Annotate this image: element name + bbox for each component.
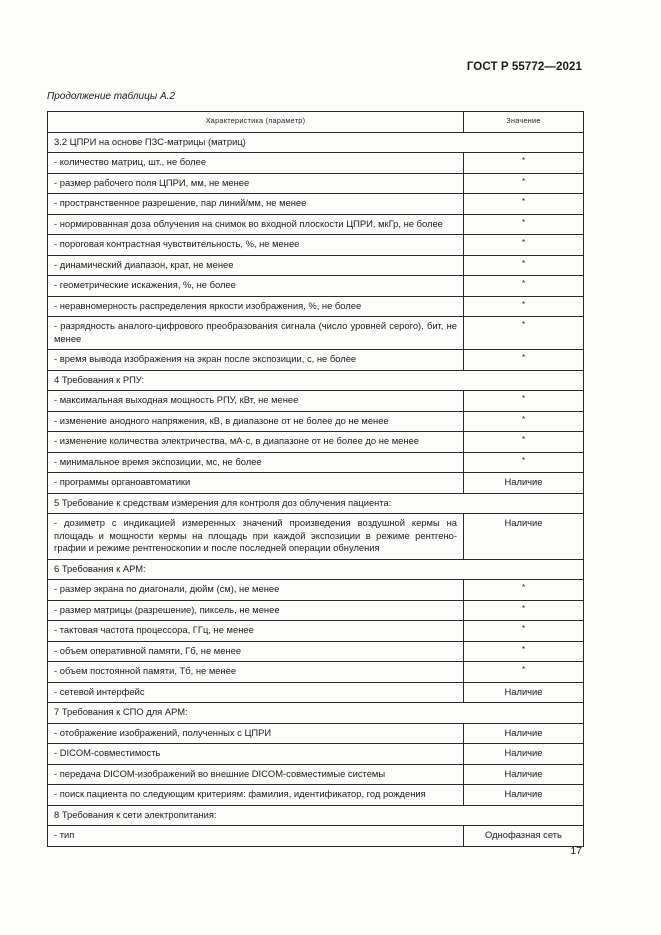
table-section-row: [48, 132, 584, 153]
table-header-row: [48, 112, 584, 133]
table-row: [48, 764, 584, 785]
value-cell: *: [464, 255, 584, 276]
parameter-cell: - тип: [48, 826, 464, 847]
parameter-cell: - неравномерность распределения яркости изображения, %, не более: [48, 296, 464, 317]
value-cell: *: [464, 173, 584, 194]
parameter-cell: - изменение количества электричества, мА·с, в диапазоне от не более до не менее: [48, 432, 464, 453]
table-row: [48, 317, 584, 350]
value-cell: *: [464, 317, 584, 350]
section-title: 6 Требования к АРМ:: [48, 559, 584, 580]
parameter-cell: - тактовая частота процессора, ГГц, не менее: [48, 621, 464, 642]
parameter-cell: - время вывода изображения на экран после экспозиции, с, не более: [48, 350, 464, 371]
parameter-cell: - изменение анодного напряжения, кВ, в диапазоне от не более до не менее: [48, 411, 464, 432]
value-cell: *: [464, 391, 584, 412]
value-cell: Наличие: [464, 744, 584, 765]
parameter-cell: - дозиметр с индикацией измеренных значений произведения воздушной кермы на площадь и мощности кермы на площадь при каждой экспозиции в режиме рентгено-графии и режиме рентгеноскопии и после последней операции обнуления: [48, 514, 464, 560]
value-cell: *: [464, 411, 584, 432]
value-cell: Наличие: [464, 764, 584, 785]
table-row: [48, 276, 584, 297]
value-cell: *: [464, 432, 584, 453]
value-cell: *: [464, 452, 584, 473]
table-row: [48, 255, 584, 276]
value-cell: Однофазная сеть: [464, 826, 584, 847]
parameter-cell: - сетевой интерфейс: [48, 682, 464, 703]
parameter-cell: - максимальная выходная мощность РПУ, кВт, не менее: [48, 391, 464, 412]
value-cell: Наличие: [464, 682, 584, 703]
value-cell: Наличие: [464, 514, 584, 560]
section-title: 7 Требования к СПО для АРМ:: [48, 703, 584, 724]
value-cell: *: [464, 621, 584, 642]
parameter-cell: - динамический диапазон, крат, не менее: [48, 255, 464, 276]
table-row: [48, 411, 584, 432]
table-row: [48, 391, 584, 412]
table-row: [48, 826, 584, 847]
parameter-cell: - пространственное разрешение, пар линий/мм, не менее: [48, 194, 464, 215]
value-cell: *: [464, 350, 584, 371]
value-cell: *: [464, 214, 584, 235]
table-row: [48, 785, 584, 806]
table-section-row: [48, 805, 584, 826]
table-row: [48, 296, 584, 317]
table-row: [48, 682, 584, 703]
value-cell: Наличие: [464, 785, 584, 806]
value-cell: *: [464, 194, 584, 215]
value-cell: *: [464, 153, 584, 174]
parameter-cell: - разрядность аналого-цифрового преобразования сигнала (число уровней серого), бит, не менее: [48, 317, 464, 350]
parameter-cell: - размер экрана по диагонали, дюйм (см), не менее: [48, 580, 464, 601]
table-row: [48, 621, 584, 642]
parameter-cell: - нормированная доза облучения на снимок во входной плоскости ЦПРИ, мкГр, не более: [48, 214, 464, 235]
table-row: [48, 723, 584, 744]
table-row: [48, 641, 584, 662]
document-code: ГОСТ Р 55772—2021: [466, 61, 582, 73]
table-row: [48, 452, 584, 473]
value-cell: *: [464, 600, 584, 621]
parameter-cell: - размер матрицы (разрешение), пиксель, не менее: [48, 600, 464, 621]
page-number: 17: [570, 845, 582, 857]
value-cell: *: [464, 580, 584, 601]
value-cell: Наличие: [464, 723, 584, 744]
table-row: [48, 662, 584, 683]
parameter-cell: - поиск пациента по следующим критериям: фамилия, идентификатор, год рождения: [48, 785, 464, 806]
parameter-cell: - количество матриц, шт., не более: [48, 153, 464, 174]
col-header-value: Значение: [464, 112, 584, 133]
table-row: [48, 235, 584, 256]
parameter-cell: - геометрические искажения, %, не более: [48, 276, 464, 297]
value-cell: *: [464, 276, 584, 297]
table-row: [48, 173, 584, 194]
section-title: 4 Требования к РПУ:: [48, 370, 584, 391]
parameter-cell: - программы органоавтоматики: [48, 473, 464, 494]
parameter-cell: - объем оперативной памяти, Гб, не менее: [48, 641, 464, 662]
parameter-cell: - пороговая контрастная чувствительность, %, не менее: [48, 235, 464, 256]
table-row: [48, 194, 584, 215]
table-row: [48, 214, 584, 235]
table-row: [48, 744, 584, 765]
parameter-cell: - отображение изображений, полученных с ЦПРИ: [48, 723, 464, 744]
section-title: 3.2 ЦПРИ на основе ПЗС-матрицы (матриц): [48, 132, 584, 153]
table-row: [48, 350, 584, 371]
table-row: [48, 153, 584, 174]
parameter-cell: - DICOM-совместимость: [48, 744, 464, 765]
parameter-cell: - размер рабочего поля ЦПРИ, мм, не менее: [48, 173, 464, 194]
table-row: [48, 600, 584, 621]
value-cell: *: [464, 662, 584, 683]
value-cell: *: [464, 641, 584, 662]
parameter-cell: - объем постоянной памяти, Тб, не менее: [48, 662, 464, 683]
section-title: 5 Требование к средствам измерения для контроля доз облучения пациента:: [48, 493, 584, 514]
table-row: [48, 580, 584, 601]
table-caption: Продолжение таблицы А.2: [47, 91, 175, 102]
section-title: 8 Требования к сети электропитания:: [48, 805, 584, 826]
table-section-row: [48, 493, 584, 514]
table-section-row: [48, 703, 584, 724]
value-cell: Наличие: [464, 473, 584, 494]
spec-table: [47, 111, 584, 847]
parameter-cell: - передача DICOM-изображений во внешние DICOM-совместимые системы: [48, 764, 464, 785]
value-cell: *: [464, 235, 584, 256]
table-row: [48, 514, 584, 560]
value-cell: *: [464, 296, 584, 317]
col-header-characteristic: Характеристика (параметр): [48, 112, 464, 133]
parameter-cell: - минимальное время экспозиции, мс, не более: [48, 452, 464, 473]
table-section-row: [48, 370, 584, 391]
table-row: [48, 432, 584, 453]
table-row: [48, 473, 584, 494]
table-section-row: [48, 559, 584, 580]
